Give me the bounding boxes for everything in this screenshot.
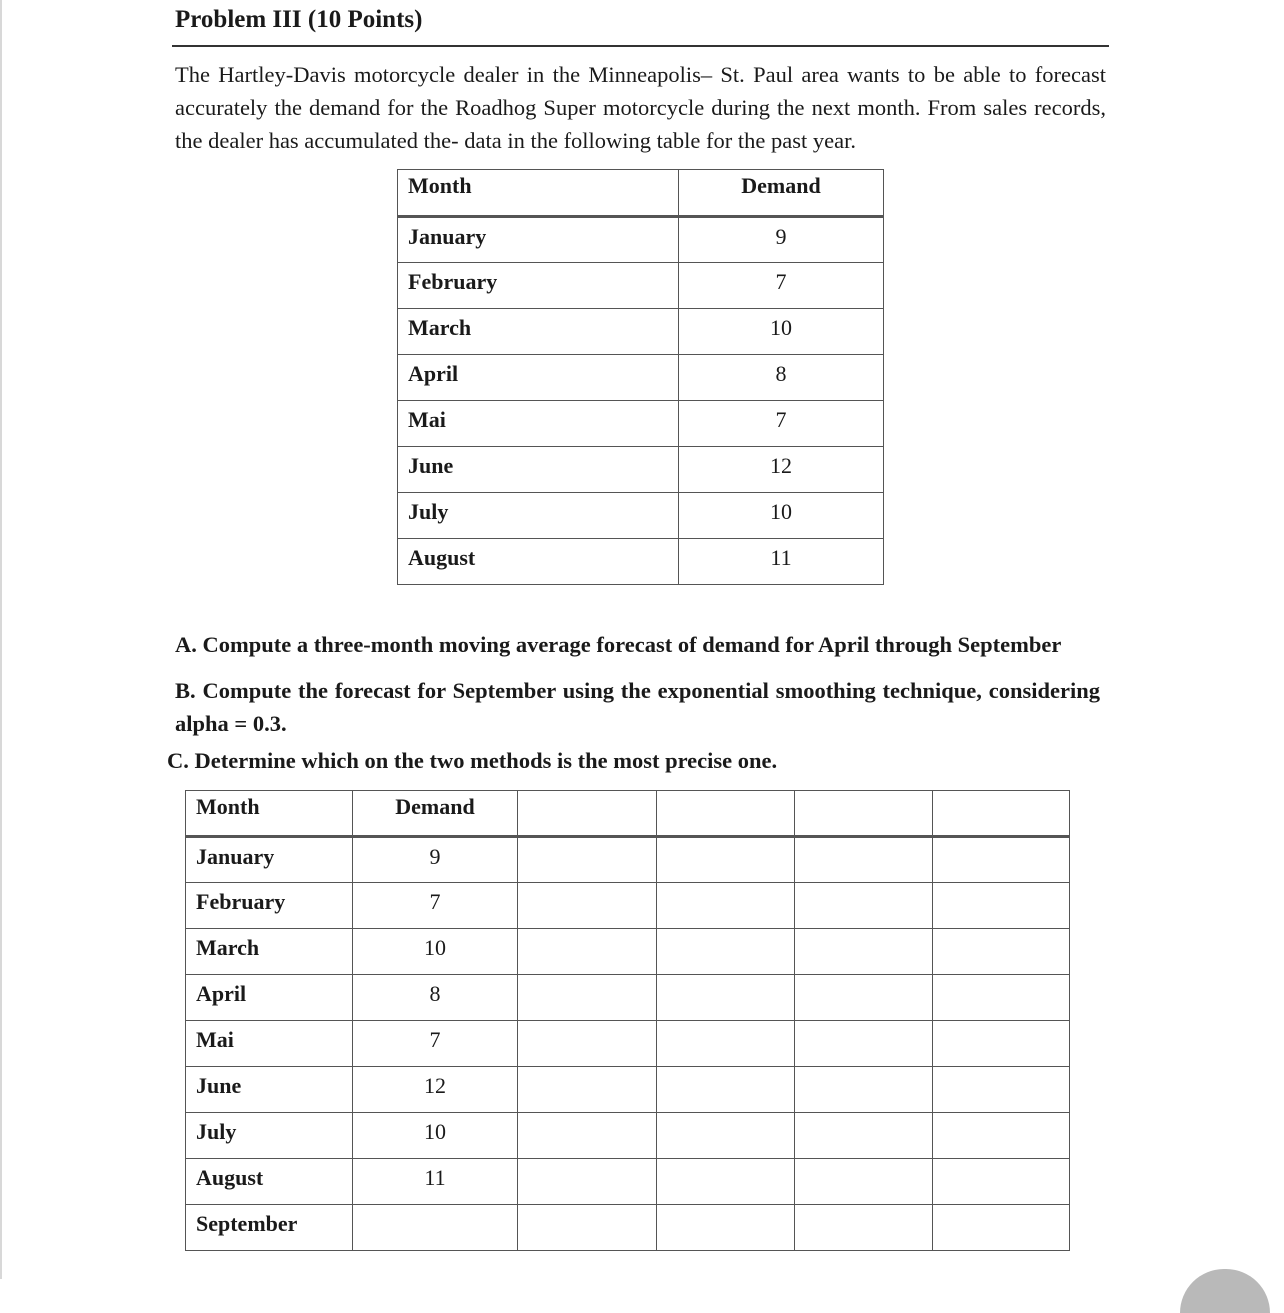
empty-cell: [518, 1205, 657, 1251]
empty-cell: [657, 883, 795, 929]
table-header-row: [186, 791, 1070, 837]
month-cell: June: [186, 1067, 353, 1113]
demand-cell: 11: [353, 1159, 518, 1205]
table-row: [398, 401, 884, 447]
month-cell: August: [186, 1159, 353, 1205]
demand-cell: 7: [679, 401, 884, 447]
month-cell: Mai: [398, 401, 679, 447]
empty-cell: [518, 837, 657, 883]
month-cell: August: [398, 539, 679, 585]
table-row: [186, 929, 1070, 975]
empty-cell: [795, 1205, 933, 1251]
table-row: [398, 217, 884, 263]
column-header-blank: [933, 791, 1070, 837]
empty-cell: [518, 1067, 657, 1113]
page-edge: [0, 0, 2, 1279]
empty-cell: [933, 929, 1070, 975]
empty-cell: [933, 1067, 1070, 1113]
month-cell: February: [186, 883, 353, 929]
column-header-blank: [657, 791, 795, 837]
empty-cell: [657, 837, 795, 883]
table-row: [186, 1113, 1070, 1159]
empty-cell: [657, 1159, 795, 1205]
demand-cell: 7: [353, 1021, 518, 1067]
demand-cell: 12: [353, 1067, 518, 1113]
month-cell: July: [398, 493, 679, 539]
column-header-month: Month: [186, 791, 353, 837]
column-header-month: Month: [398, 170, 679, 217]
table-row: [186, 1205, 1070, 1251]
empty-cell: [933, 1021, 1070, 1067]
empty-cell: [933, 883, 1070, 929]
empty-cell: [657, 1113, 795, 1159]
table-row: [398, 309, 884, 355]
demand-cell: 12: [679, 447, 884, 493]
table-row: [186, 1067, 1070, 1113]
empty-cell: [795, 1159, 933, 1205]
table-row: [398, 355, 884, 401]
empty-cell: [657, 1021, 795, 1067]
demand-cell: 7: [679, 263, 884, 309]
empty-cell: [795, 883, 933, 929]
month-cell: September: [186, 1205, 353, 1251]
table-row: [186, 883, 1070, 929]
column-header-demand: Demand: [679, 170, 884, 217]
empty-cell: [518, 975, 657, 1021]
table-row: [186, 1159, 1070, 1205]
column-header-blank: [795, 791, 933, 837]
month-cell: April: [398, 355, 679, 401]
month-cell: March: [186, 929, 353, 975]
demand-cell: 8: [679, 355, 884, 401]
question-c: C. Determine which on the two methods is the most precise one.: [167, 748, 778, 773]
month-cell: April: [186, 975, 353, 1021]
empty-cell: [795, 837, 933, 883]
demand-cell: 9: [679, 217, 884, 263]
problem-title: Problem III (10 Points): [175, 6, 423, 33]
empty-cell: [518, 929, 657, 975]
column-header-demand: Demand: [353, 791, 518, 837]
table-row: [398, 263, 884, 309]
empty-cell: [657, 929, 795, 975]
table-header-row: [398, 170, 884, 217]
forecast-worksheet-table: [185, 790, 1070, 1251]
month-cell: March: [398, 309, 679, 355]
empty-cell: [518, 1021, 657, 1067]
empty-cell: [518, 1113, 657, 1159]
empty-cell: [933, 1205, 1070, 1251]
empty-cell: [657, 1067, 795, 1113]
empty-cell: [795, 1067, 933, 1113]
table-row: [398, 539, 884, 585]
empty-cell: [795, 975, 933, 1021]
month-cell: July: [186, 1113, 353, 1159]
empty-cell: [933, 1159, 1070, 1205]
question-a: A. Compute a three-month moving average forecast of demand for April through September: [175, 632, 1062, 657]
title-divider: [172, 45, 1109, 47]
demand-cell: 9: [353, 837, 518, 883]
table-row: [186, 975, 1070, 1021]
empty-cell: [933, 975, 1070, 1021]
page-corner-button[interactable]: [1180, 1269, 1270, 1313]
empty-cell: [518, 883, 657, 929]
month-cell: Mai: [186, 1021, 353, 1067]
empty-cell: [933, 1113, 1070, 1159]
table-row: [398, 493, 884, 539]
month-cell: February: [398, 263, 679, 309]
empty-cell: [795, 1113, 933, 1159]
demand-cell: 10: [679, 309, 884, 355]
demand-cell: 10: [679, 493, 884, 539]
month-cell: June: [398, 447, 679, 493]
demand-cell: 10: [353, 929, 518, 975]
demand-cell: 11: [679, 539, 884, 585]
demand-cell: 8: [353, 975, 518, 1021]
demand-table: [397, 169, 884, 585]
empty-cell: [795, 929, 933, 975]
problem-intro: The Hartley-Davis motorcycle dealer in the Minneapolis– St. Paul area wants to be able to forecast accurately the demand for the Roadhog Super motorcycle during the next month. From sales records, the dealer has accumulated the- data in the following table for the past year.: [175, 62, 1106, 153]
demand-cell: 7: [353, 883, 518, 929]
empty-cell: [933, 837, 1070, 883]
empty-cell: [657, 1205, 795, 1251]
month-cell: January: [186, 837, 353, 883]
table-row: [186, 1021, 1070, 1067]
empty-cell: [657, 975, 795, 1021]
empty-cell: [518, 1159, 657, 1205]
table-row: [186, 837, 1070, 883]
table-row: [398, 447, 884, 493]
question-b: B. Compute the forecast for September using the exponential smoothing technique, considering alpha = 0.3.: [175, 678, 1100, 736]
column-header-blank: [518, 791, 657, 837]
empty-cell: [795, 1021, 933, 1067]
demand-cell: 10: [353, 1113, 518, 1159]
month-cell: January: [398, 217, 679, 263]
demand-cell: [353, 1205, 518, 1251]
